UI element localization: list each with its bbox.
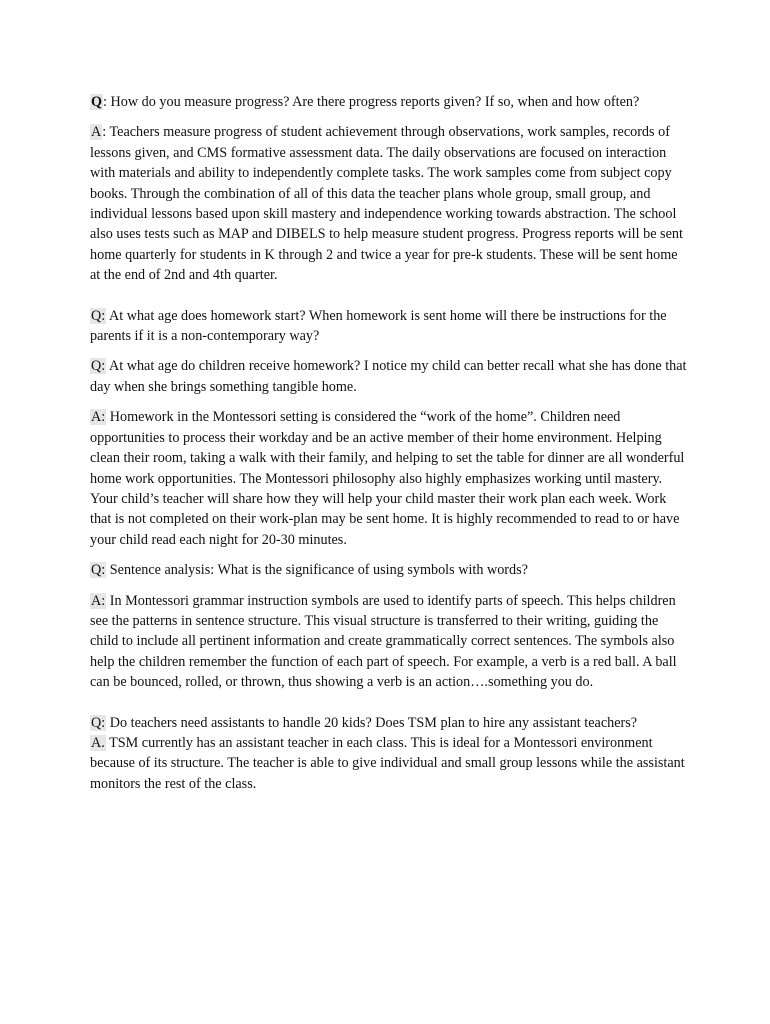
question-progress: Q: How do you measure progress? Are there progress reports given? If so, when and how often? <box>91 94 640 110</box>
question-marker: Q: <box>91 562 106 579</box>
question-marker: Q: <box>91 307 106 324</box>
question-homework-age <box>90 356 690 397</box>
answer-progress: A: Teachers measure progress of student achievement through observations, work samples, records of lessons given, and CMS formative assessment data. The daily observations are focused on interaction with materials and ability to independently complete tasks. The work samples come from subject copy books. Through the combination of all of this data the teacher plans whole group, small group, and individual lessons based upon skill mastery and independence working towards abstraction. The school also uses tests such as MAP and DIBELS to help measure student progress. Progress reports will be sent home quarterly for students in K through 2 and twice a year for pre-k students. These will be sent home at the end of 2nd and 4th quarter. <box>90 124 683 284</box>
question-marker: Q: <box>91 358 106 375</box>
question-homework-start <box>90 306 690 347</box>
answer-text: Homework in the Montessori setting is considered the “work of the home”. Children need opportunities to process their workday and be an active member of their home environment. Helping clean their room, taking a walk with their family, and helping to set the table for dinner are all wonderful home work opportunities. The Montessori philosophy also highly emphasizes working until mastery. Your child’s teacher will share how they will help your child master their work plan each week. Work that is not completed on their work-plan may be sent home. It is highly recommended to read to or have your child read each night for 20-30 minutes. <box>90 409 685 548</box>
document-page <box>90 92 690 794</box>
question-text: At what age does homework start? When homework is sent home will there be instructions for the parents if it is a non-contemporary way? <box>90 307 667 345</box>
answer-assistants <box>90 733 690 794</box>
question-text: Sentence analysis: What is the significance of using symbols with words? <box>106 562 528 579</box>
question-assistants <box>90 713 690 733</box>
question-sentence-analysis <box>90 560 690 580</box>
answer-text: In Montessori grammar instruction symbols are used to identify parts of speech. This helps children see the patterns in sentence structure. This visual structure is transferred to their writing, guiding the child to include all pertinent information and create grammatically correct sentences. The symbols also help the children remember the function of each part of speech. For example, a verb is a red ball. A ball can be bounced, rolled, or thrown, thus showing a verb is an action….something you do. <box>90 592 677 691</box>
answer-marker: A: <box>91 592 106 609</box>
question-text: At what age do children receive homework? I notice my child can better recall what she has done that day when she brings something tangible home. <box>90 358 687 395</box>
question-text: Do teachers need assistants to handle 20 kids? Does TSM plan to hire any assistant teachers? <box>106 714 638 731</box>
answer-homework <box>90 407 690 550</box>
answer-sentence-analysis <box>90 591 690 693</box>
question-text: How do you measure progress? Are there progress reports given? If so, when and how often? <box>107 94 640 110</box>
answer-text: TSM currently has an assistant teacher in each class. This is ideal for a Montessori environment because of its structure. The teacher is able to give individual and small group lessons while the assistant monitors the rest of the class. <box>90 734 685 792</box>
question-marker: Q: <box>91 714 106 731</box>
answer-marker: A. <box>91 734 105 751</box>
question-marker: Q <box>91 94 103 110</box>
answer-marker: A: <box>91 409 106 426</box>
answer-marker: A <box>91 124 102 141</box>
answer-text: Teachers measure progress of student achievement through observations, work samples, records of lessons given, and CMS formative assessment data. The daily observations are focused on interaction with materials and ability to independently complete tasks. The work samples come from subject copy books. Through the combination of all of this data the teacher plans whole group, small group, and individual lessons based upon skill mastery and independence working towards abstraction. The school also uses tests such as MAP and DIBELS to help measure student progress. Progress reports will be sent home quarterly for students in K through 2 and twice a year for pre-k students. These will be sent home at the end of 2nd and 4th quarter. <box>90 124 683 284</box>
